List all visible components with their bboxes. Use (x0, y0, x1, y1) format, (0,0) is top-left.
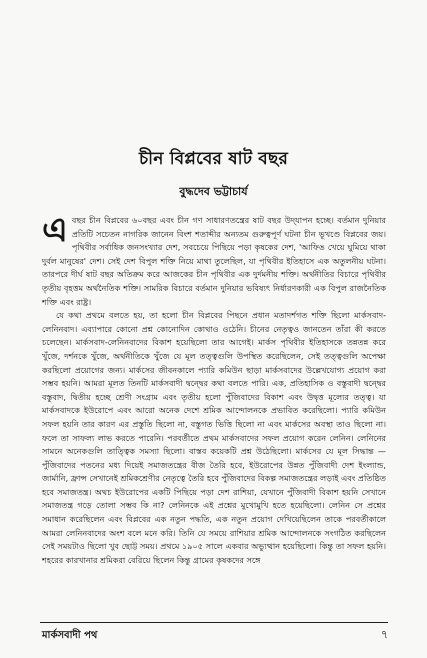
footer-rule (40, 622, 388, 623)
paragraph-1 (42, 210, 386, 309)
footer-journal-name: মার্কসবাদী পথ (42, 630, 98, 641)
paragraph-2: যে কথা প্রথমে বলতে হয়, তা হলো চীন বিপ্লবের পিছনে প্রধান মতাদর্শগত শক্তি ছিলো মার্কসবাদ-লেনিনবাদ। এব্যাপারে কোনো প্রশ্ন কোনোদিন কোথাও ওঠেনি। চীনের নেতৃত্বও জানতেন তাঁরা কী করতে চলেছেন। মার্কসবাদ-লেনিনবাদের বিকাশ হয়েছিলো তার আগেই। মার্কস পৃথিবীর ইতিহাসকে তন্নতন্ন করে খুঁজে, দর্শনকে খুঁজে, অর্থনীতিকে খুঁজে যে মূল তত্ত্বগুলি উপস্থিত করেছিলেন, সেই তত্ত্বগুলি অপেক্ষা করছিলো প্রয়োগের জন্য। মার্কসের জীবনকালে প্যারি কমিউন ছাড়া মার্কসবাদের উল্লেখযোগ্য প্রয়োগ করা সম্ভব হয়নি। আমরা মূলত তিনটি মার্কসবাদী দ্বন্দ্বের কথা বলতে পারি। এক, প্রতিহাসিক ও বস্তুবাদী দ্বন্দ্বের বস্তুবাদ, দ্বিতীয় হচ্ছে শ্রেণী সংগ্রাম এবং তৃতীয় হলো পুঁজিবাদের বিকাশ এবং উদ্বৃত্ত মূল্যের তত্ত্ব। যা মার্কসবাদকে ইউরোপে এবং আরো অনেক দেশে শ্রমিক আন্দোলনকে প্রভাবিত করেছিলো। প্যারি কমিউন সফল হয়নি তার কারণ এর প্রস্তুতি ছিলো না, বস্তুগত ভিত্তি ছিলো না এবং মার্কসের অবস্থা তাও ছিলো না। ফলে তা সাফল্য লাভ করতে পারেনি। পরবর্তীতে প্রথম মার্কসবাদের সফল প্রয়োগ করেন লেনিন। লেনিনের সামনে অনেকগুলি তাত্ত্বিক সমস্যা ছিলো। বাস্তব কয়েকটি প্রশ্ন উঠেছিলো। মার্কসের যে মূল সিদ্ধান্ত — পুঁজিবাদের পতনের মধ্য দিয়েই সমাজতন্ত্রের বীজ তৈরি হবে, ইউরোপের উন্নত পুঁজিবাদী দেশ ইংল্যান্ড, জার্মানি, ফ্রান্স সেখানেই শ্রমিকশ্রেণীর নেতৃত্বে তৈরি হবে পুঁজিবাদের বিকল্প সমাজতন্ত্রের লড়াই এবং প্রতিষ্ঠিত হবে সমাজতন্ত্র। অথচ ইউরোপের একটি পিছিয়ে পড়া দেশ রাশিয়া, যেখানে পুঁজিবাদী বিকাশ হয়নি সেখানে সমাজতন্ত্র গড়ে তোলা সম্ভব কি না? লেনিনকে এই প্রশ্নের মুখোমুখি হতে হয়েছিলো। লেনিন সে প্রশ্নের সমাধান করেছিলেন এবং বিপ্লবের এক নতুন পদ্ধতি, এক নতুন প্রয়োগ দেখিয়েছিলেন তাকে পরবর্তীকালে আমরা লেনিনবাদের অংশ বলে মনে করি। তিনি যে সময়ে রাশিয়ার শ্রমিক আন্দোলনকে সংগঠিত করছিলেন সেই সময়টাও ছিলো খুব ছোট্ট সময়। প্রথমে ১৯০৫ সালে একবার অভ্যুত্থান হয়েছিলো। কিন্তু তা সফল হয়নি। শহরের কারখানার শ্রমিকরা বেরিয়ে ছিলেন কিন্তু গ্রামের কৃষকদের সঙ্গে (42, 310, 386, 565)
paragraph-1-text: বছর চীন বিপ্লবের ৬০বছর এবং চীন গণ সাধারণতন্ত্রের ষাট বছর উদ্‌যাপন হচ্ছে। বর্তমান দুনিয়ার প্রতিটি সচেতন নাগরিক জানেন বিংশ শতাব্দীর অন্যতম গুরুত্বপূর্ণ ঘটনা চীন ভূখণ্ডে বিপ্লবের জয়। পৃথিবীর সর্বাধিক জনসংখ্যার দেশ, সবচেয়ে পিছিয়ে পড়া কৃষকের দেশ, 'আফিঙ খেয়ে ঘুমিয়ে থাকা দুর্বল মানুষের' দেশ। সেই দেশ বিপুল শক্তি নিয়ে মাথা তুলেছিল, যা পৃথিবীর ইতিহাসে এক অতুলনীয় ঘটনা। তারপরে দীর্ঘ ষাট বছর অতিক্রম করে আজকের চীন পৃথিবীর এক দুর্দমনীয় শক্তি। অর্থনীতির বিচারে পৃথিবীর তৃতীয় বৃহত্তম অর্থনৈতিক শক্তি। সামরিক বিচারে বর্তমান দুনিয়ার ভবিষ্যৎ নির্ধারণকারী এক বিপুল রাজনৈতিক শক্তি এবং রাষ্ট্র। (42, 215, 386, 307)
footer-page-number: ৭ (380, 628, 388, 641)
article-body (42, 210, 386, 567)
drop-cap: এ (42, 210, 68, 250)
article-title: চীন বিপ্লবের ষাট বছর (139, 149, 288, 169)
article-author: বুদ্ধদেব ভট্টাচার্য (179, 185, 248, 198)
